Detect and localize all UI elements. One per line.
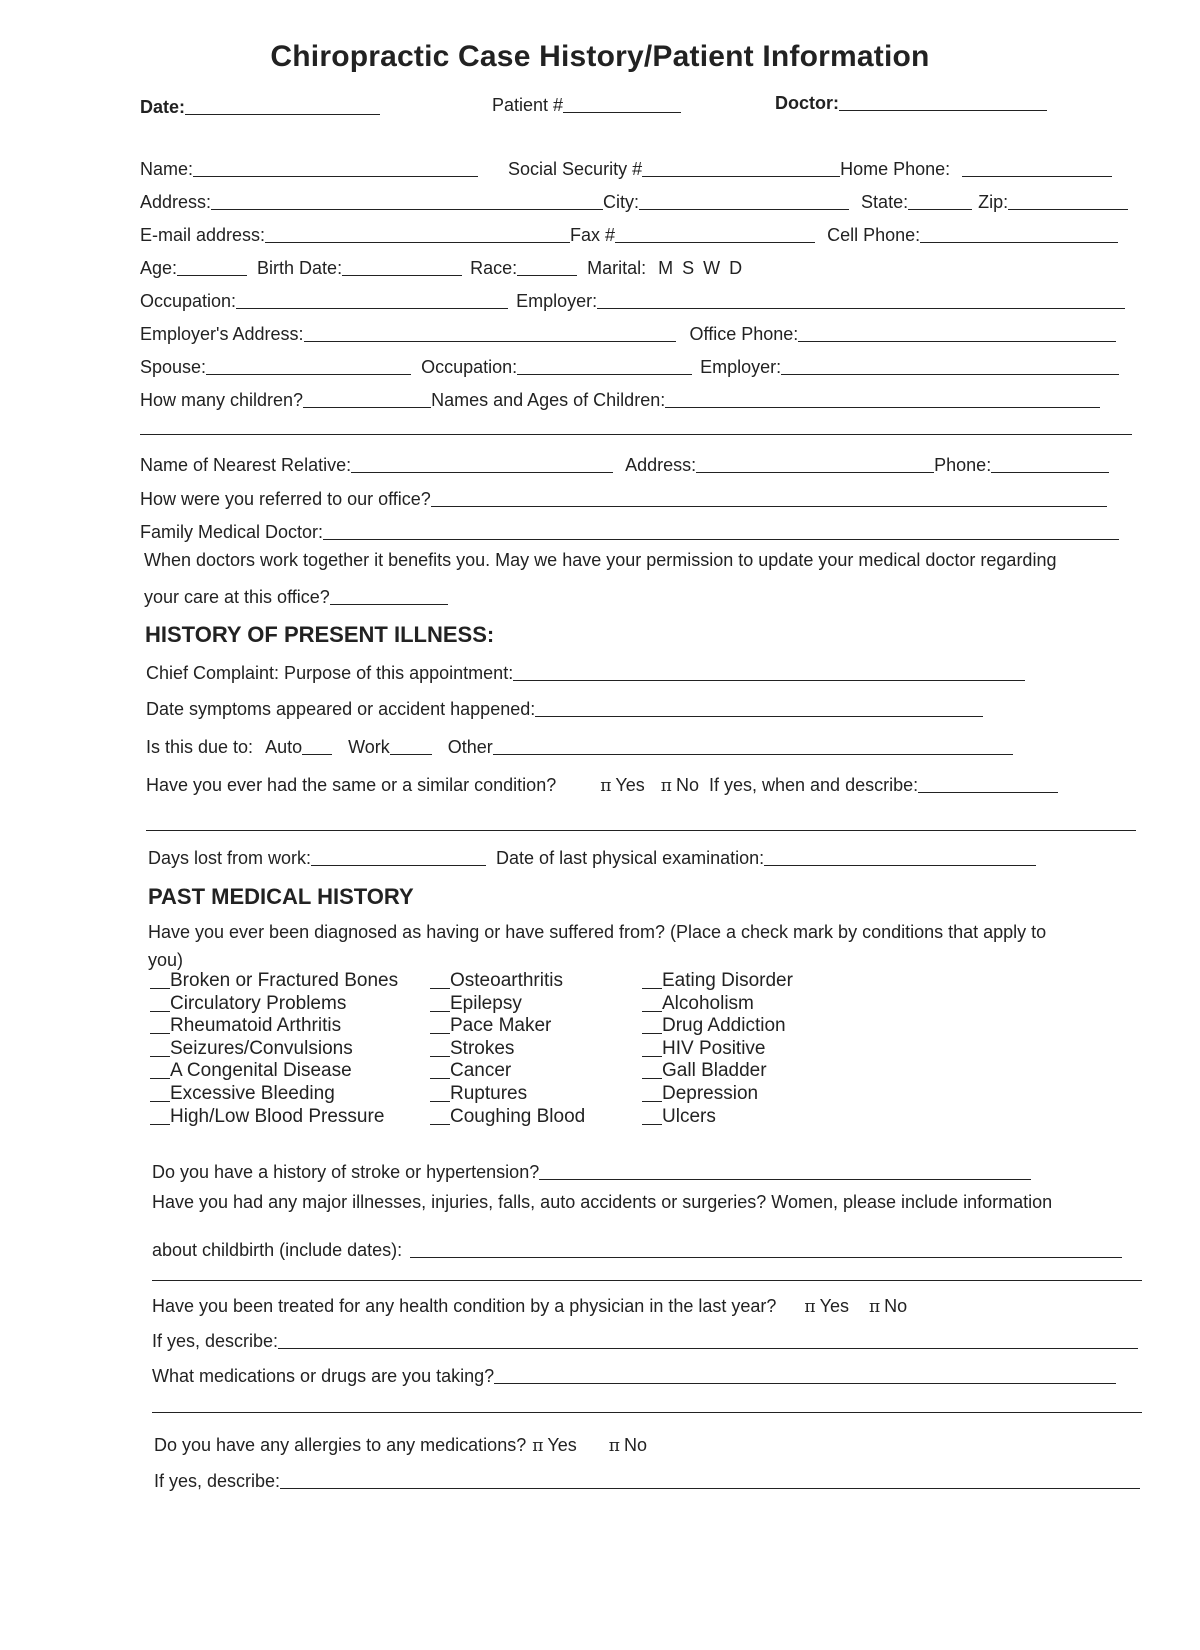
email-label: E-mail address: bbox=[140, 225, 266, 245]
condition-label: Osteoarthritis bbox=[450, 970, 563, 991]
condition-checkbox[interactable] bbox=[642, 1091, 662, 1102]
birth-date-label: Birth Date: bbox=[257, 258, 343, 278]
allergies-yes-checkbox[interactable]: π bbox=[532, 1436, 544, 1456]
condition-item bbox=[642, 1038, 765, 1060]
due-to-label: Is this due to: bbox=[146, 737, 254, 757]
condition-label: Seizures/Convulsions bbox=[170, 1037, 353, 1059]
patient-number-field[interactable] bbox=[563, 94, 681, 113]
relative-label: Name of Nearest Relative: bbox=[140, 455, 352, 475]
name-label: Name: bbox=[140, 159, 194, 179]
condition-checkbox[interactable] bbox=[642, 1046, 662, 1057]
age-field[interactable] bbox=[177, 257, 247, 276]
condition-label: Ruptures bbox=[450, 1083, 528, 1104]
condition-label: Strokes bbox=[450, 1037, 515, 1059]
treated-row bbox=[152, 1291, 907, 1317]
condition-checkbox[interactable] bbox=[150, 1114, 170, 1125]
condition-item bbox=[642, 1060, 767, 1082]
condition-item bbox=[430, 1083, 527, 1105]
condition-label: Cancer bbox=[450, 1060, 512, 1082]
allergies-label: Do you have any allergies to any medications? bbox=[154, 1435, 527, 1455]
stroke-row bbox=[152, 1157, 1031, 1183]
date-symptoms-row bbox=[146, 694, 983, 720]
ssn-label: Social Security # bbox=[508, 159, 643, 179]
days-lost-field[interactable] bbox=[311, 847, 486, 866]
children-row bbox=[140, 385, 1100, 411]
treated-no-checkbox[interactable]: π bbox=[868, 1297, 881, 1317]
condition-checkbox[interactable] bbox=[642, 1068, 662, 1079]
spouse-label: Spouse: bbox=[140, 357, 207, 377]
condition-label: Gall Bladder bbox=[662, 1060, 767, 1082]
condition-label: HIV Positive bbox=[662, 1037, 766, 1059]
yes-checkbox[interactable]: π bbox=[600, 776, 612, 796]
date-field[interactable] bbox=[185, 96, 380, 115]
city-label: City: bbox=[603, 192, 640, 212]
condition-label: Pace Maker bbox=[450, 1015, 552, 1037]
children-count-label: How many children? bbox=[140, 390, 304, 410]
age-row bbox=[140, 253, 742, 279]
treated-describe-field[interactable] bbox=[278, 1330, 1138, 1349]
birth-date-field[interactable] bbox=[342, 257, 462, 276]
other-field[interactable] bbox=[493, 736, 1013, 755]
header-patient-row bbox=[492, 90, 681, 116]
children-names-field[interactable] bbox=[665, 389, 1100, 408]
employer-address-field[interactable] bbox=[304, 323, 676, 342]
condition-label: High/Low Blood Pressure bbox=[170, 1105, 385, 1127]
stroke-label: Do you have a history of stroke or hypertension? bbox=[152, 1162, 540, 1182]
condition-item bbox=[430, 1106, 585, 1128]
date-label: Date: bbox=[140, 97, 186, 117]
similar-condition-row bbox=[146, 770, 1058, 796]
email-field[interactable] bbox=[265, 224, 570, 243]
work-field[interactable] bbox=[390, 736, 432, 755]
condition-checkbox[interactable] bbox=[150, 1091, 170, 1102]
childbirth-line-2[interactable] bbox=[152, 1280, 1142, 1281]
spouse-occupation-label: Occupation: bbox=[421, 357, 518, 377]
condition-checkbox[interactable] bbox=[150, 1001, 170, 1012]
relative-phone-label: Phone: bbox=[934, 455, 992, 475]
address-field[interactable] bbox=[211, 191, 603, 210]
condition-label: Ulcers bbox=[662, 1105, 716, 1127]
condition-item bbox=[430, 1038, 514, 1060]
condition-item bbox=[430, 970, 563, 992]
ssn-field[interactable] bbox=[642, 158, 840, 177]
last-exam-label: Date of last physical examination: bbox=[496, 848, 765, 868]
condition-item bbox=[642, 1083, 758, 1105]
condition-checkbox[interactable] bbox=[150, 1068, 170, 1079]
family-doctor-row bbox=[140, 517, 1119, 543]
marital-label: Marital: bbox=[587, 258, 647, 278]
treated-no-label: No bbox=[884, 1296, 908, 1316]
family-doctor-label: Family Medical Doctor: bbox=[140, 522, 324, 542]
condition-item bbox=[430, 993, 522, 1015]
occupation-row bbox=[140, 286, 1125, 312]
zip-label: Zip: bbox=[978, 192, 1009, 212]
condition-checkbox[interactable] bbox=[430, 1114, 450, 1125]
if-yes-describe-field[interactable] bbox=[918, 774, 1058, 793]
permission-label: your care at this office? bbox=[144, 587, 330, 607]
stroke-field[interactable] bbox=[539, 1161, 1031, 1180]
condition-label: Broken or Fractured Bones bbox=[170, 970, 399, 991]
referred-row bbox=[140, 484, 1107, 510]
condition-checkbox[interactable] bbox=[430, 1068, 450, 1079]
address-label: Address: bbox=[140, 192, 212, 212]
treated-describe-row bbox=[152, 1326, 1138, 1352]
condition-checkbox[interactable] bbox=[642, 978, 662, 989]
condition-checkbox[interactable] bbox=[150, 1023, 170, 1034]
condition-label: A Congenital Disease bbox=[170, 1060, 352, 1082]
race-field[interactable] bbox=[517, 257, 577, 276]
city-field[interactable] bbox=[639, 191, 849, 210]
other-label: Other bbox=[447, 737, 493, 757]
form-title: Chiropractic Case History/Patient Information bbox=[270, 40, 930, 73]
occupation-label: Occupation: bbox=[140, 291, 237, 311]
chief-complaint-label: Chief Complaint: Purpose of this appointment: bbox=[146, 663, 514, 683]
office-phone-label: Office Phone: bbox=[689, 324, 799, 344]
condition-checkbox[interactable] bbox=[430, 1023, 450, 1034]
similar-no-label: No bbox=[675, 775, 699, 795]
condition-checkbox[interactable] bbox=[642, 1023, 662, 1034]
name-field[interactable] bbox=[193, 158, 478, 177]
referred-field[interactable] bbox=[431, 488, 1107, 507]
allergies-describe-field[interactable] bbox=[280, 1470, 1140, 1489]
condition-label: Epilepsy bbox=[450, 992, 522, 1014]
illnesses-question: Have you had any major illnesses, injuries, falls, auto accidents or surgeries? Women, please include information bbox=[152, 1192, 1053, 1212]
present-illness-heading: HISTORY OF PRESENT ILLNESS: bbox=[145, 622, 495, 647]
condition-item bbox=[642, 993, 754, 1015]
no-checkbox[interactable]: π bbox=[660, 776, 672, 796]
last-exam-field[interactable] bbox=[764, 847, 1036, 866]
allergies-no-checkbox[interactable]: π bbox=[608, 1436, 620, 1456]
race-label: Race: bbox=[470, 258, 518, 278]
auto-field[interactable] bbox=[302, 736, 332, 755]
condition-item bbox=[150, 1083, 335, 1105]
condition-checkbox[interactable] bbox=[642, 1114, 662, 1125]
allergies-row bbox=[154, 1430, 647, 1456]
condition-item bbox=[642, 970, 793, 992]
childbirth-field[interactable] bbox=[410, 1239, 1122, 1258]
spouse-employer-label: Employer: bbox=[700, 357, 782, 377]
allergies-yes-label: Yes bbox=[547, 1435, 577, 1455]
doctor-field[interactable] bbox=[839, 92, 1047, 111]
allergies-no-label: No bbox=[623, 1435, 647, 1455]
condition-label: Eating Disorder bbox=[662, 970, 793, 991]
marital-options[interactable]: M S W D bbox=[658, 258, 743, 278]
spouse-row bbox=[140, 352, 1119, 378]
condition-item bbox=[150, 1106, 384, 1128]
if-yes-describe-label: If yes, when and describe: bbox=[708, 775, 919, 795]
condition-item bbox=[150, 1038, 353, 1060]
permission-row bbox=[144, 582, 448, 608]
similar-condition-line-2[interactable] bbox=[146, 830, 1136, 831]
office-phone-field[interactable] bbox=[798, 323, 1116, 342]
condition-label: Rheumatoid Arthritis bbox=[170, 1015, 342, 1037]
treated-yes-label: Yes bbox=[819, 1296, 849, 1316]
relative-row bbox=[140, 450, 1109, 476]
zip-field[interactable] bbox=[1008, 191, 1128, 210]
date-symptoms-label: Date symptoms appeared or accident happened: bbox=[146, 699, 536, 719]
condition-label: Depression bbox=[662, 1083, 759, 1104]
condition-label: Excessive Bleeding bbox=[170, 1083, 335, 1104]
header-date-row bbox=[140, 92, 380, 118]
state-label: State: bbox=[861, 192, 909, 212]
referred-label: How were you referred to our office? bbox=[140, 489, 431, 509]
medications-line-2[interactable] bbox=[152, 1412, 1142, 1413]
name-row bbox=[140, 154, 1112, 180]
condition-checkbox[interactable] bbox=[642, 1001, 662, 1012]
medications-label: What medications or drugs are you taking? bbox=[152, 1366, 495, 1386]
diagnosed-question-cont: you) bbox=[148, 950, 184, 970]
similar-condition-label: Have you ever had the same or a similar condition? bbox=[146, 775, 557, 795]
days-lost-row bbox=[148, 843, 1036, 869]
past-history-heading: PAST MEDICAL HISTORY bbox=[148, 884, 414, 909]
auto-label: Auto bbox=[265, 737, 303, 757]
family-doctor-field[interactable] bbox=[323, 521, 1119, 540]
work-label: Work bbox=[348, 737, 390, 757]
relative-phone-field[interactable] bbox=[991, 454, 1109, 473]
condition-item bbox=[150, 993, 346, 1015]
condition-item bbox=[150, 1060, 352, 1082]
similar-yes-label: Yes bbox=[615, 775, 645, 795]
condition-checkbox[interactable] bbox=[150, 978, 170, 989]
relative-address-label: Address: bbox=[625, 455, 697, 475]
home-phone-label: Home Phone: bbox=[840, 159, 951, 179]
days-lost-label: Days lost from work: bbox=[148, 848, 312, 868]
spouse-occupation-field[interactable] bbox=[517, 356, 692, 375]
fax-label: Fax # bbox=[570, 225, 616, 245]
doctor-label: Doctor: bbox=[775, 93, 839, 113]
condition-item bbox=[150, 970, 398, 992]
permission-field[interactable] bbox=[330, 586, 448, 605]
children-names-label: Names and Ages of Children: bbox=[431, 390, 666, 410]
date-symptoms-field[interactable] bbox=[535, 698, 983, 717]
relative-field[interactable] bbox=[351, 454, 613, 473]
employer-field[interactable] bbox=[597, 290, 1125, 309]
email-row bbox=[140, 220, 1118, 246]
allergies-describe-row bbox=[154, 1466, 1140, 1492]
condition-checkbox[interactable] bbox=[430, 1091, 450, 1102]
children-count-field[interactable] bbox=[303, 389, 431, 408]
allergies-describe-label: If yes, describe: bbox=[154, 1471, 281, 1491]
due-to-row bbox=[146, 732, 1013, 758]
condition-label: Drug Addiction bbox=[662, 1015, 786, 1037]
condition-item bbox=[150, 1015, 341, 1037]
treated-label: Have you been treated for any health condition by a physician in the last year? bbox=[152, 1296, 777, 1316]
fax-field[interactable] bbox=[615, 224, 815, 243]
condition-checkbox[interactable] bbox=[150, 1046, 170, 1057]
condition-item bbox=[430, 1015, 551, 1037]
spouse-employer-field[interactable] bbox=[781, 356, 1119, 375]
cell-phone-field[interactable] bbox=[920, 224, 1118, 243]
childbirth-label: about childbirth (include dates): bbox=[152, 1240, 403, 1260]
cell-phone-label: Cell Phone: bbox=[827, 225, 921, 245]
children-names-line-2[interactable] bbox=[140, 434, 1132, 435]
childbirth-row bbox=[152, 1235, 1122, 1261]
header-doctor-row bbox=[775, 88, 1047, 114]
employer-address-row bbox=[140, 319, 1116, 345]
condition-item bbox=[642, 1106, 716, 1128]
state-field[interactable] bbox=[908, 191, 972, 210]
age-label: Age: bbox=[140, 258, 178, 278]
employer-address-label: Employer's Address: bbox=[140, 324, 304, 344]
medications-row bbox=[152, 1361, 1116, 1387]
condition-label: Alcoholism bbox=[662, 992, 754, 1014]
diagnosed-question: Have you ever been diagnosed as having or have suffered from? (Place a check mark by conditions that apply to bbox=[148, 922, 1047, 942]
permission-text: When doctors work together it benefits you. May we have your permission to update your medical doctor regarding bbox=[144, 550, 1057, 570]
treated-yes-checkbox[interactable]: π bbox=[804, 1297, 816, 1317]
chief-complaint-field[interactable] bbox=[513, 662, 1025, 681]
condition-item bbox=[642, 1015, 786, 1037]
occupation-field[interactable] bbox=[236, 290, 508, 309]
condition-label: Coughing Blood bbox=[450, 1105, 586, 1127]
spouse-field[interactable] bbox=[206, 356, 411, 375]
condition-checkbox[interactable] bbox=[430, 1001, 450, 1012]
home-phone-field[interactable] bbox=[962, 158, 1112, 177]
relative-address-field[interactable] bbox=[696, 454, 934, 473]
employer-label: Employer: bbox=[516, 291, 598, 311]
patient-number-label: Patient # bbox=[492, 95, 564, 115]
chief-complaint-row bbox=[146, 658, 1025, 684]
condition-item bbox=[430, 1060, 511, 1082]
medications-field[interactable] bbox=[494, 1365, 1116, 1384]
condition-label: Circulatory Problems bbox=[170, 992, 347, 1014]
condition-checkbox[interactable] bbox=[430, 1046, 450, 1057]
address-row bbox=[140, 187, 1128, 213]
condition-checkbox[interactable] bbox=[430, 978, 450, 989]
treated-describe-label: If yes, describe: bbox=[152, 1331, 279, 1351]
